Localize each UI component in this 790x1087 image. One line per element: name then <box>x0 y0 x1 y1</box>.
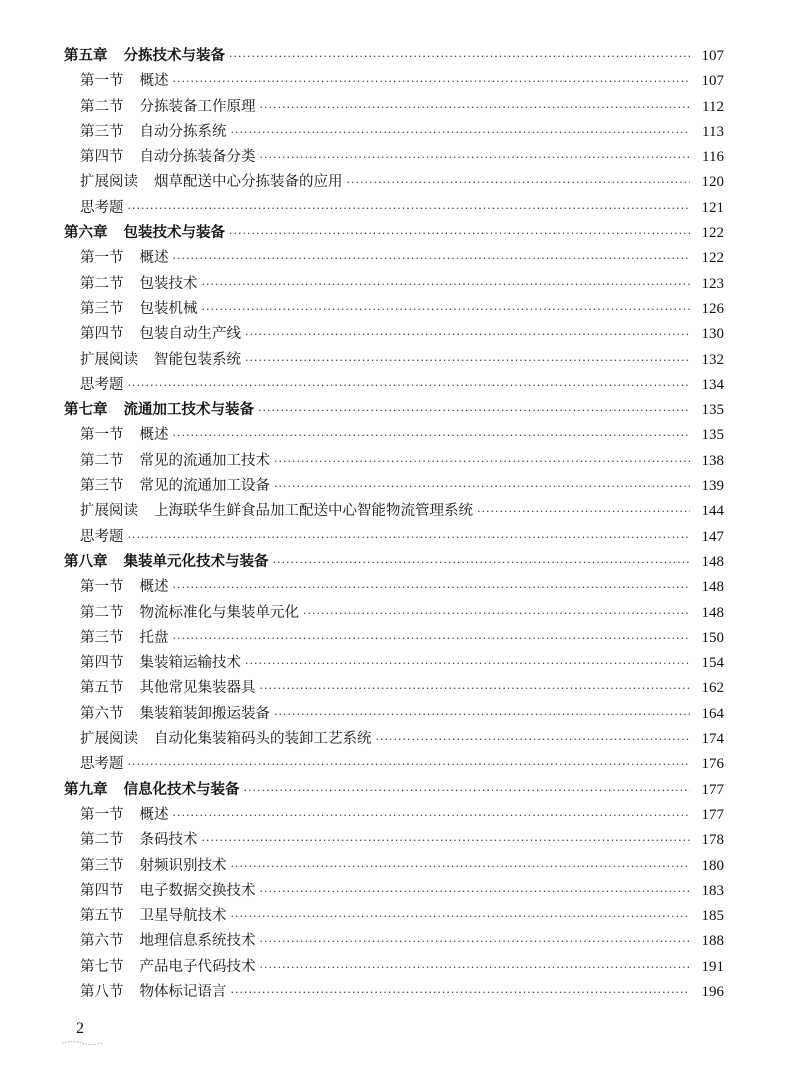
toc-section-entry[interactable] <box>64 246 724 271</box>
toc-entry-page: 107 <box>701 48 724 64</box>
toc-entry-label: 第二节 <box>80 98 124 115</box>
toc-leader-dots <box>477 499 690 524</box>
toc-entry-label: 第一节 <box>80 250 124 267</box>
toc-entry-label: 第一节 <box>80 73 124 90</box>
toc-entry-title: 自动化集装箱码头的装卸工艺系统 <box>154 731 372 748</box>
toc-section-entry[interactable] <box>64 196 724 221</box>
toc-section-entry[interactable] <box>64 980 724 1005</box>
toc-section-entry[interactable] <box>64 322 724 347</box>
toc-section-entry[interactable] <box>64 955 724 980</box>
toc-entry-label: 第八章 <box>64 553 108 570</box>
toc-leader-dots <box>274 474 690 499</box>
toc-entry-title: 集装箱装卸搬运装备 <box>139 705 270 722</box>
toc-leader-dots <box>260 145 691 170</box>
toc-leader-dots <box>202 272 691 297</box>
toc-entry-label: 第六章 <box>64 225 108 242</box>
toc-entry-page: 188 <box>701 933 724 950</box>
toc-entry-page: 164 <box>701 705 724 722</box>
toc-entry-label: 第八节 <box>80 983 124 1000</box>
toc-leader-dots <box>202 828 691 853</box>
toc-leader-dots <box>244 778 691 803</box>
toc-entry-title: 地理信息系统技术 <box>139 933 256 950</box>
toc-entry-page: 135 <box>701 402 724 419</box>
toc-entry-label: 第三节 <box>80 123 124 140</box>
toc-section-entry[interactable] <box>64 170 724 195</box>
toc-section-entry[interactable] <box>64 474 724 499</box>
toc-entry-label: 第六节 <box>80 705 124 722</box>
toc-entry-label: 第九章 <box>64 781 108 798</box>
toc-section-entry[interactable] <box>64 929 724 954</box>
toc-section-entry[interactable] <box>64 601 724 626</box>
toc-entry-title: 包装自动生产线 <box>139 326 241 343</box>
toc-section-entry[interactable] <box>64 828 724 853</box>
toc-entry-title: 概述 <box>139 250 169 267</box>
toc-section-entry[interactable] <box>64 145 724 170</box>
toc-leader-dots <box>128 525 691 550</box>
toc-entry-page: 144 <box>701 503 724 520</box>
toc-entry-title: 概述 <box>139 579 169 596</box>
toc-entry-page: 196 <box>701 983 724 1000</box>
toc-entry-title: 常见的流通加工设备 <box>139 478 270 495</box>
toc-section-entry[interactable] <box>64 854 724 879</box>
toc-leader-dots <box>260 955 691 980</box>
toc-entry-label: 扩展阅读 <box>80 503 138 520</box>
toc-entry-page: 134 <box>701 376 724 393</box>
page-number-ornament-icon <box>62 1040 102 1046</box>
toc-section-entry[interactable] <box>64 95 724 120</box>
toc-leader-dots <box>231 904 691 929</box>
toc-entry-page: 123 <box>701 275 724 292</box>
toc-entry-title: 包装技术与装备 <box>123 225 225 242</box>
toc-entry-title: 思考题 <box>80 199 124 216</box>
toc-entry-label: 第二节 <box>80 604 124 621</box>
toc-leader-dots <box>173 69 691 94</box>
toc-entry-label: 第七章 <box>64 402 108 419</box>
toc-leader-dots <box>231 120 691 145</box>
toc-entry-label: 第四节 <box>80 326 124 343</box>
toc-entry-page: 147 <box>701 528 724 545</box>
toc-entry-page: 139 <box>701 478 724 495</box>
toc-section-entry[interactable] <box>64 752 724 777</box>
toc-entry-title: 条码技术 <box>139 832 198 849</box>
toc-leader-dots <box>376 727 691 752</box>
page-number: 2 <box>76 1020 84 1037</box>
toc-leader-dots <box>128 373 691 398</box>
toc-leader-dots <box>231 980 691 1005</box>
toc-chapter-entry[interactable] <box>64 44 724 69</box>
toc-section-entry[interactable] <box>64 803 724 828</box>
toc-entry-label: 扩展阅读 <box>80 174 138 191</box>
toc-entry-label: 第二节 <box>80 452 124 469</box>
toc-entry-title: 集装单元化技术与装备 <box>123 553 269 570</box>
toc-entry-title: 产品电子代码技术 <box>139 958 256 975</box>
toc-entry-label: 扩展阅读 <box>80 731 138 748</box>
toc-entry-label: 第七节 <box>80 958 124 975</box>
toc-section-entry[interactable] <box>64 525 724 550</box>
toc-entry-title: 包装机械 <box>139 300 198 317</box>
toc-entry-label: 第三节 <box>80 857 124 874</box>
toc-leader-dots <box>245 651 690 676</box>
toc-entry-page: 113 <box>702 123 724 140</box>
toc-entry-label: 第三节 <box>80 478 124 495</box>
toc-section-entry[interactable] <box>64 626 724 651</box>
toc-leader-dots <box>245 348 690 373</box>
toc-section-entry[interactable] <box>64 423 724 448</box>
toc-entry-label: 第二节 <box>80 275 124 292</box>
toc-entry-page: 122 <box>701 225 724 242</box>
toc-entry-label: 第一节 <box>80 579 124 596</box>
toc-entry-title: 托盘 <box>139 629 169 646</box>
toc-entry-label: 第三节 <box>80 300 124 317</box>
toc-entry-page: 148 <box>701 604 724 621</box>
toc-entry-title: 卫星导航技术 <box>139 908 227 925</box>
toc-section-entry[interactable] <box>64 373 724 398</box>
toc-leader-dots <box>260 929 691 954</box>
toc-leader-dots <box>245 322 690 347</box>
toc-leader-dots <box>173 575 691 600</box>
toc-section-entry[interactable] <box>64 676 724 701</box>
toc-entry-page: 132 <box>701 351 724 368</box>
toc-entry-page: 130 <box>701 326 724 343</box>
toc-entry-title: 概述 <box>139 427 169 444</box>
toc-entry-page: 135 <box>701 427 724 444</box>
toc-entry-label: 第五节 <box>80 680 124 697</box>
toc-entry-title: 概述 <box>139 806 169 823</box>
toc-leader-dots <box>173 803 691 828</box>
toc-entry-title: 自动分拣系统 <box>139 123 227 140</box>
toc-entry-label: 第一节 <box>80 427 124 444</box>
toc-entry-title: 思考题 <box>80 376 124 393</box>
toc-entry-title: 常见的流通加工技术 <box>139 452 270 469</box>
toc-section-entry[interactable] <box>64 69 724 94</box>
toc-entry-title: 电子数据交换技术 <box>139 882 256 899</box>
toc-entry-page: 180 <box>701 857 724 874</box>
toc-chapter-entry[interactable] <box>64 221 724 246</box>
toc-section-entry[interactable] <box>64 879 724 904</box>
toc-entry-page: 121 <box>701 199 724 216</box>
toc-entry-title: 烟草配送中心分拣装备的应用 <box>154 174 343 191</box>
toc-entry-page: 112 <box>702 98 724 115</box>
toc-leader-dots <box>173 246 691 271</box>
toc-entry-page: 116 <box>702 149 724 166</box>
toc-entry-page: 177 <box>701 806 724 823</box>
toc-section-entry[interactable] <box>64 120 724 145</box>
toc-entry-title: 思考题 <box>80 528 124 545</box>
toc-entry-label: 第六节 <box>80 933 124 950</box>
toc-entry-page: 107 <box>701 73 724 90</box>
toc-entry-title: 上海联华生鲜食品加工配送中心智能物流管理系统 <box>154 503 473 520</box>
toc-entry-page: 122 <box>701 250 724 267</box>
toc-entry-page: 154 <box>701 655 724 672</box>
toc-leader-dots <box>229 44 690 69</box>
toc-section-entry[interactable] <box>64 297 724 322</box>
toc-leader-dots <box>303 601 690 626</box>
toc-entry-page: 120 <box>701 174 724 191</box>
toc-leader-dots <box>229 221 690 246</box>
toc-entry-page: 177 <box>701 781 724 798</box>
toc-entry-page: 191 <box>701 958 724 975</box>
toc-leader-dots <box>347 170 691 195</box>
toc-section-entry[interactable] <box>64 499 724 524</box>
toc-entry-label: 第四节 <box>80 655 124 672</box>
toc-section-entry[interactable] <box>64 575 724 600</box>
toc-entry-title: 物流标准化与集装单元化 <box>139 604 299 621</box>
toc-chapter-entry[interactable] <box>64 778 724 803</box>
toc-entry-label: 扩展阅读 <box>80 351 138 368</box>
toc-leader-dots <box>274 449 690 474</box>
toc-leader-dots <box>260 879 691 904</box>
toc-entry-page: 185 <box>701 908 724 925</box>
toc-leader-dots <box>274 702 690 727</box>
toc-entry-title: 射频识别技术 <box>139 857 227 874</box>
toc-entry-label: 第四节 <box>80 149 124 166</box>
toc-section-entry[interactable] <box>64 702 724 727</box>
toc-entry-page: 148 <box>701 553 724 570</box>
toc-entry-title: 智能包装系统 <box>154 351 241 368</box>
toc-entry-page: 162 <box>701 680 724 697</box>
toc-section-entry[interactable] <box>64 348 724 373</box>
toc-leader-dots <box>173 423 691 448</box>
toc-entry-page: 183 <box>701 882 724 899</box>
toc-entry-title: 思考题 <box>80 756 124 773</box>
toc-leader-dots <box>260 95 691 120</box>
toc-entry-label: 第二节 <box>80 832 124 849</box>
toc-section-entry[interactable] <box>64 272 724 297</box>
toc-leader-dots <box>258 398 690 423</box>
toc-entry-page: 138 <box>701 452 724 469</box>
toc-leader-dots <box>231 854 691 879</box>
toc-entry-title: 信息化技术与装备 <box>123 781 240 798</box>
toc-entry-title: 自动分拣装备分类 <box>139 149 256 166</box>
toc-entry-title: 概述 <box>139 73 169 90</box>
toc-entry-page: 148 <box>701 579 724 596</box>
table-of-contents <box>64 44 724 1005</box>
toc-section-entry[interactable] <box>64 449 724 474</box>
toc-leader-dots <box>128 196 691 221</box>
toc-entry-title: 集装箱运输技术 <box>139 655 241 672</box>
toc-entry-page: 126 <box>701 300 724 317</box>
toc-chapter-entry[interactable] <box>64 550 724 575</box>
toc-entry-label: 第三节 <box>80 629 124 646</box>
toc-entry-page: 174 <box>701 731 724 748</box>
toc-entry-page: 150 <box>701 629 724 646</box>
toc-entry-label: 第五节 <box>80 908 124 925</box>
toc-entry-label: 第五章 <box>64 48 108 64</box>
toc-leader-dots <box>202 297 691 322</box>
toc-section-entry[interactable] <box>64 727 724 752</box>
toc-entry-title: 分拣装备工作原理 <box>139 98 256 115</box>
toc-leader-dots <box>173 626 691 651</box>
toc-leader-dots <box>273 550 691 575</box>
toc-entry-page: 178 <box>701 832 724 849</box>
toc-entry-title: 包装技术 <box>139 275 198 292</box>
toc-chapter-entry[interactable] <box>64 398 724 423</box>
toc-entry-title: 其他常见集装器具 <box>139 680 256 697</box>
toc-entry-label: 第一节 <box>80 806 124 823</box>
toc-entry-title: 分拣技术与装备 <box>123 48 225 64</box>
toc-leader-dots <box>260 676 691 701</box>
toc-leader-dots <box>128 752 691 777</box>
toc-entry-page: 176 <box>701 756 724 773</box>
toc-section-entry[interactable] <box>64 651 724 676</box>
toc-entry-title: 物体标记语言 <box>139 983 227 1000</box>
toc-section-entry[interactable] <box>64 904 724 929</box>
toc-entry-label: 第四节 <box>80 882 124 899</box>
toc-entry-title: 流通加工技术与装备 <box>123 402 254 419</box>
